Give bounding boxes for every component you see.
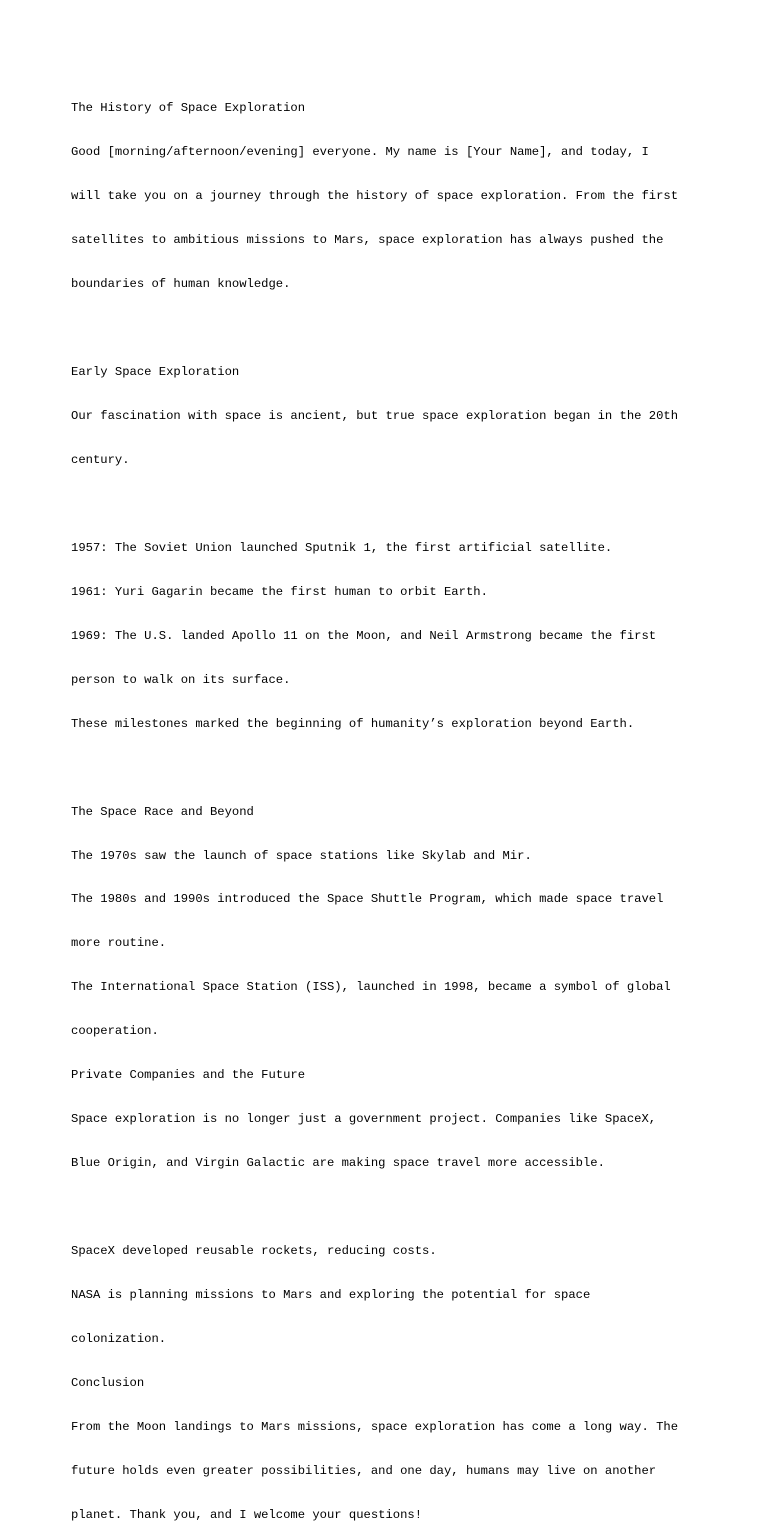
conclusion-line-1: From the Moon landings to Mars missions, space exploration has come a long way. The <box>71 1419 679 1434</box>
milestone-1961: 1961: Yuri Gagarin became the first human to orbit Earth. <box>71 584 488 599</box>
blank-line <box>71 497 731 512</box>
milestone-1969-cont: person to walk on its surface. <box>71 672 291 687</box>
space-race-line-4: The International Space Station (ISS), launched in 1998, became a symbol of global <box>71 980 671 995</box>
early-line-1: Our fascination with space is ancient, but true space exploration began in the 20th <box>71 408 679 423</box>
intro-line-1: Good [morning/afternoon/evening] everyone. My name is [Your Name], and today, I <box>71 145 649 160</box>
blank-line <box>71 761 731 776</box>
space-race-line-5: cooperation. <box>71 1024 159 1039</box>
intro-line-3: satellites to ambitious missions to Mars, space exploration has always pushed the <box>71 233 664 248</box>
intro-line-4: boundaries of human knowledge. <box>71 277 291 292</box>
section-heading-early: Early Space Exploration <box>71 365 240 380</box>
conclusion-line-3: planet. Thank you, and I welcome your questions! <box>71 1507 423 1522</box>
milestone-1957: 1957: The Soviet Union launched Sputnik 1, the first artificial satellite. <box>71 540 613 555</box>
document-body <box>71 72 731 1537</box>
private-line-5: colonization. <box>71 1332 167 1346</box>
space-race-line-2: The 1980s and 1990s introduced the Space Shuttle Program, which made space travel <box>71 892 664 907</box>
milestones-summary: These milestones marked the beginning of humanity’s exploration beyond Earth. <box>71 716 635 731</box>
private-line-1: Space exploration is no longer just a government project. Companies like SpaceX, <box>71 1112 657 1127</box>
blank-line <box>71 1200 731 1215</box>
section-heading-space-race: The Space Race and Beyond <box>71 804 254 819</box>
intro-line-2: will take you on a journey through the history of space exploration. From the first <box>71 189 679 204</box>
document-title: The History of Space Exploration <box>71 101 306 116</box>
private-line-2: Blue Origin, and Virgin Galactic are making space travel more accessible. <box>71 1156 605 1171</box>
early-line-2: century. <box>71 452 130 467</box>
section-heading-private: Private Companies and the Future <box>71 1068 306 1083</box>
space-race-line-3: more routine. <box>71 936 167 951</box>
space-race-line-1: The 1970s saw the launch of space stations like Skylab and Mir. <box>71 848 532 863</box>
private-line-4: NASA is planning missions to Mars and exploring the potential for space <box>71 1288 591 1303</box>
milestone-1969: 1969: The U.S. landed Apollo 11 on the Moon, and Neil Armstrong became the first <box>71 628 657 643</box>
section-heading-conclusion: Conclusion <box>71 1375 145 1390</box>
private-line-3: SpaceX developed reusable rockets, reducing costs. <box>71 1244 437 1259</box>
blank-line <box>71 321 731 336</box>
conclusion-line-2: future holds even greater possibilities, and one day, humans may live on another <box>71 1463 657 1478</box>
